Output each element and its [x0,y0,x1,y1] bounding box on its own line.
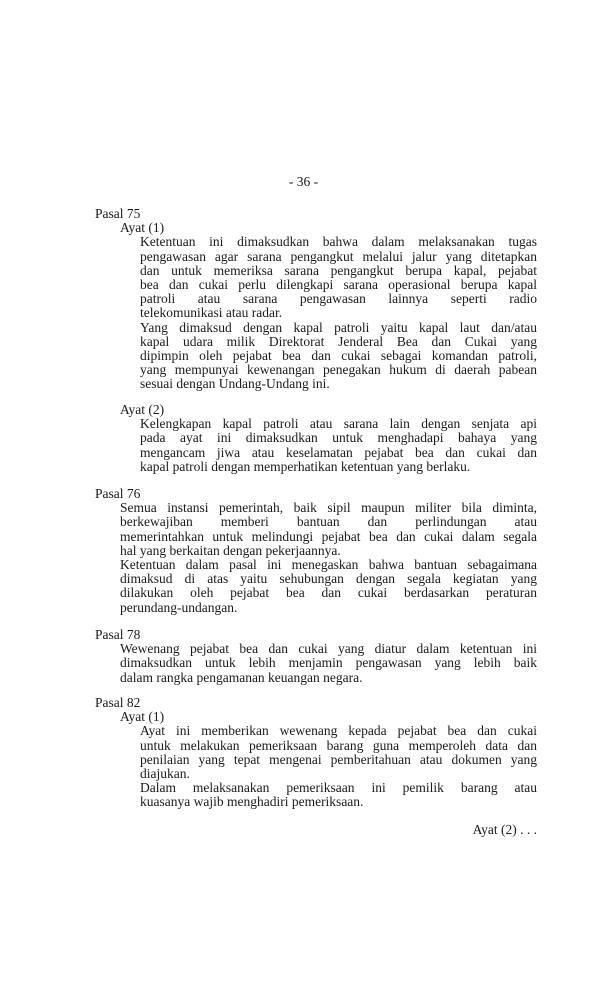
paragraph-line: telekomunikasi atau radar. [140,305,283,321]
paragraph-line: memerintahkan untuk melindungi pejabat bea dan cukai dalam segala [120,529,537,544]
paragraph-line: penilaian yang tepat mengenai pemberitahuan atau dokumen yang [140,752,537,767]
pasal-75-ayat-1-text [0,235,607,391]
paragraph-line: dan untuk memeriksa sarana pengangkut berupa kapal, pejabat [140,263,537,278]
paragraph-line: diajukan. [140,765,190,781]
paragraph-line: pada ayat ini dimaksudkan untuk menghadapi bahaya yang [140,431,537,446]
pasal-82-section [0,696,607,810]
pasal-75-heading: Pasal 75 [95,206,141,221]
paragraph-line: mengancam jiwa atau keselamatan pejabat bea dan cukai dan [140,445,537,460]
paragraph-line: Semua instansi pemerintah, baik sipil maupun militer bila diminta, [120,501,537,516]
paragraph-line: untuk melakukan pemeriksaan barang guna memperoleh data dan [140,738,537,753]
pasal-78-heading: Pasal 78 [95,627,141,642]
paragraph-line: yang mempunyai kewenangan penegakan hukum di daerah pabean [140,363,537,378]
paragraph-line: hal yang berkaitan dengan pekerjaannya. [120,542,341,558]
paragraph-line: Kelengkapan kapal patroli atau sarana lain dengan senjata api [140,417,537,432]
pasal-78-section [0,628,607,685]
pasal-82-ayat-1-label: Ayat (1) [120,709,165,725]
paragraph-line: Ayat ini memberikan wewenang kepada pejabat bea dan cukai [140,724,537,739]
pasal-75-ayat-2-section [0,403,607,474]
paragraph-line: kapal patroli dengan memperhatikan ketentuan yang berlaku. [140,458,471,474]
paragraph-line: Ketentuan ini dimaksudkan bahwa dalam melaksanakan tugas [140,235,537,250]
paragraph-line: sesuai dengan Undang-Undang ini. [140,376,330,392]
paragraph-line: dimaksud di atas yaitu sehubungan dengan segala kegiatan yang [120,572,537,587]
paragraph-line: perundang-undangan. [120,599,238,615]
pasal-82-heading: Pasal 82 [95,695,141,710]
paragraph-line: pengawasan agar sarana pengangkut melalui jalur yang ditetapkan [140,249,537,264]
paragraph-line: dilakukan oleh pejabat bea dan cukai berdasarkan peraturan [120,586,537,601]
page-number: - 36 - [288,174,319,189]
continuation-marker: Ayat (2) . . . [472,822,537,837]
paragraph-line: Dalam melaksanakan pemeriksaan ini pemilik barang atau [140,781,537,796]
pasal-75-ayat-1-label: Ayat (1) [120,220,165,236]
paragraph-line: patroli atau sarana pengawasan lainnya seperti radio [140,292,537,307]
paragraph-line: kapal udara milik Direktorat Jenderal Bea dan Cukai yang [140,334,537,349]
paragraph-line: Yang dimaksud dengan kapal patroli yaitu kapal laut dan/atau [140,320,537,335]
pasal-76-heading: Pasal 76 [95,486,141,501]
pasal-76-section [0,487,607,615]
paragraph-line: dimaksudkan untuk lebih menjamin pengawasan yang lebih baik [120,656,537,671]
pasal-78-text [0,642,607,685]
paragraph-line: dipimpin oleh pejabat bea dan cukai sebagai komandan patroli, [140,348,537,363]
paragraph-line: berkewajiban memberi bantuan dan perlindungan atau [120,515,537,530]
pasal-82-ayat-1-text [0,724,607,809]
pasal-76-text [0,501,607,615]
paragraph-line: Ketentuan dalam pasal ini menegaskan bahwa bantuan sebagaimana [120,557,537,572]
pasal-75-ayat-2-text [0,417,607,474]
pasal-75-section [0,207,607,391]
pasal-75-ayat-2-label: Ayat (2) [120,402,165,417]
paragraph-line: dalam rangka pengamanan keuangan negara. [120,669,363,685]
paragraph-line: kuasanya wajib menghadiri pemeriksaan. [140,794,364,810]
paragraph-line: Wewenang pejabat bea dan cukai yang diatur dalam ketentuan ini [120,642,537,657]
paragraph-line: bea dan cukai perlu dilengkapi sarana operasional berupa kapal [140,277,537,292]
